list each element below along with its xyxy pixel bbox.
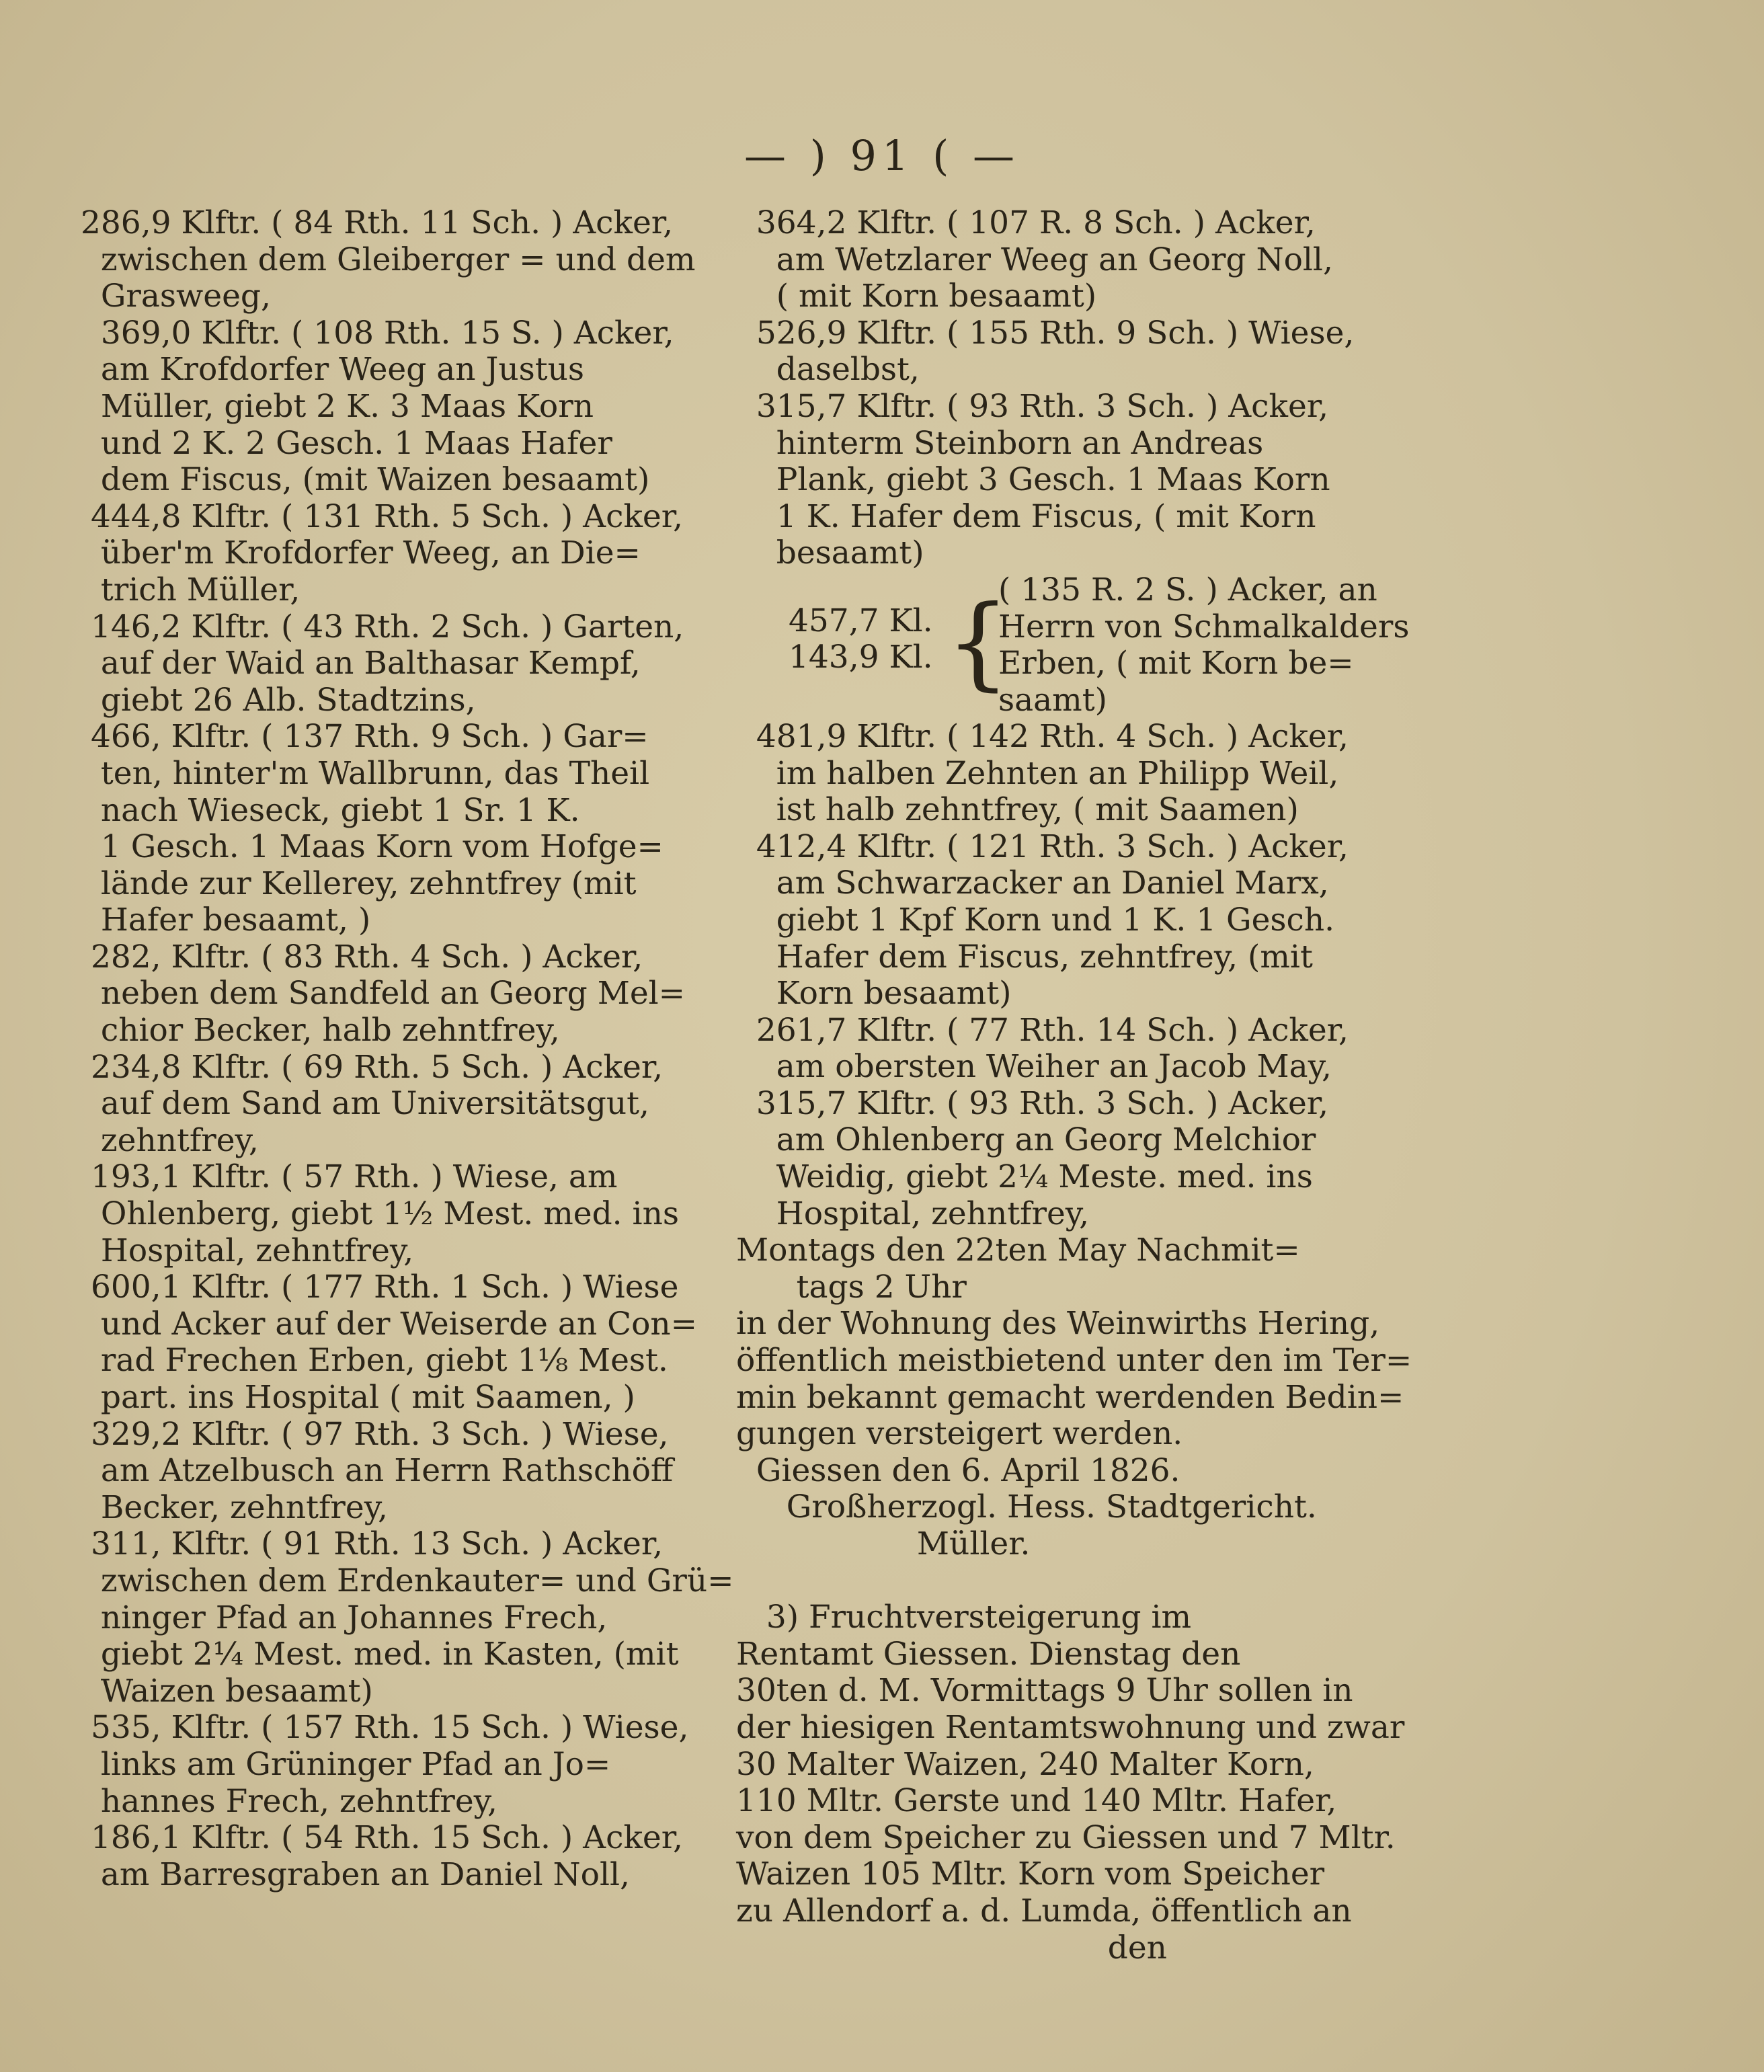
text-line: Montags den 22ten May Nachmit= xyxy=(736,1232,1300,1269)
text-line: Müller. xyxy=(736,1525,1031,1562)
text-line: hannes Frech, zehntfrey, xyxy=(81,1782,497,1820)
text-line: daselbst, xyxy=(736,351,920,389)
text-line: 329,2 Klftr. ( 97 Rth. 3 Sch. ) Wiese, xyxy=(81,1415,669,1453)
text-line: Plank, giebt 3 Gesch. 1 Maas Korn xyxy=(736,461,1330,499)
text-line: besaamt) xyxy=(736,534,924,572)
right-column-grain-auction xyxy=(736,1599,1422,1966)
brace-value-2: 143,9 Kl. xyxy=(789,638,933,676)
text-line: Hospital, zehntfrey, xyxy=(81,1232,414,1269)
text-line: 412,4 Klftr. ( 121 Rth. 3 Sch. ) Acker, xyxy=(736,828,1349,865)
text-line: am Atzelbusch an Herrn Rathschöff xyxy=(81,1452,674,1490)
text-line: ( mit Korn besaamt) xyxy=(736,278,1097,315)
text-line: 234,8 Klftr. ( 69 Rth. 5 Sch. ) Acker, xyxy=(81,1048,664,1086)
text-line: ninger Pfad an Johannes Frech, xyxy=(81,1599,608,1636)
text-line: gungen versteigert werden. xyxy=(736,1415,1183,1453)
text-line: 315,7 Klftr. ( 93 Rth. 3 Sch. ) Acker, xyxy=(736,387,1329,425)
text-line: Hafer dem Fiscus, zehntfrey, (mit xyxy=(736,938,1313,975)
text-line: Rentamt Giessen. Dienstag den xyxy=(736,1635,1241,1673)
text-line: 315,7 Klftr. ( 93 Rth. 3 Sch. ) Acker, xyxy=(736,1084,1329,1122)
text-line: am Wetzlarer Weeg an Georg Noll, xyxy=(736,241,1333,278)
text-line: öffentlich meistbietend unter den im Ter= xyxy=(736,1342,1412,1380)
text-line: lände zur Kellerey, zehntfrey (mit xyxy=(81,865,637,902)
text-line: Waizen 105 Mltr. Korn vom Speicher xyxy=(736,1856,1325,1893)
text-line: 30 Malter Waizen, 240 Malter Korn, xyxy=(736,1745,1314,1783)
text-line: Becker, zehntfrey, xyxy=(81,1488,388,1526)
text-line: 600,1 Klftr. ( 177 Rth. 1 Sch. ) Wiese xyxy=(81,1269,679,1306)
text-line: 369,0 Klftr. ( 108 Rth. 15 S. ) Acker, xyxy=(81,314,674,352)
text-line: hinterm Steinborn an Andreas xyxy=(736,424,1264,462)
text-line: am Barresgraben an Daniel Noll, xyxy=(81,1856,630,1893)
text-line: von dem Speicher zu Giessen und 7 Mltr. xyxy=(736,1819,1396,1856)
text-line: 282, Klftr. ( 83 Rth. 4 Sch. ) Acker, xyxy=(81,938,643,975)
text-line: 193,1 Klftr. ( 57 Rth. ) Wiese, am xyxy=(81,1158,618,1196)
brace-text-line: Erben, ( mit Korn be= xyxy=(998,645,1354,682)
left-column xyxy=(81,204,734,1893)
text-line: trich Müller, xyxy=(81,571,300,608)
text-line: rad Frechen Erben, giebt 1⅛ Mest. xyxy=(81,1342,668,1380)
text-line: Korn besaamt) xyxy=(736,975,1012,1012)
text-line: giebt 1 Kpf Korn und 1 K. 1 Gesch. xyxy=(736,901,1335,939)
section-spacer xyxy=(736,1563,1422,1600)
text-line: 526,9 Klftr. ( 155 Rth. 9 Sch. ) Wiese, xyxy=(736,314,1355,352)
text-line: part. ins Hospital ( mit Saamen, ) xyxy=(81,1379,635,1416)
text-line: tags 2 Uhr xyxy=(736,1268,967,1306)
text-line: Müller, giebt 2 K. 3 Maas Korn xyxy=(81,387,594,425)
text-line: 261,7 Klftr. ( 77 Rth. 14 Sch. ) Acker, xyxy=(736,1011,1349,1049)
text-line: den xyxy=(736,1929,1167,1966)
text-line: und Acker auf der Weiserde an Con= xyxy=(81,1305,698,1343)
text-line: und 2 K. 2 Gesch. 1 Maas Hafer xyxy=(81,424,612,462)
brace-text-line: Herrn von Schmalkalders xyxy=(998,608,1410,645)
brace-text-line: saamt) xyxy=(998,681,1107,719)
brace-text-line: ( 135 R. 2 S. ) Acker, an xyxy=(998,571,1377,608)
text-line: min bekannt gemacht werdenden Bedin= xyxy=(736,1378,1404,1416)
text-line: 535, Klftr. ( 157 Rth. 15 Sch. ) Wiese, xyxy=(81,1709,689,1747)
text-line: dem Fiscus, (mit Waizen besaamt) xyxy=(81,461,650,499)
text-line: giebt 26 Alb. Stadtzins, xyxy=(81,681,476,719)
text-line: nach Wieseck, giebt 1 Sr. 1 K. xyxy=(81,791,580,829)
text-line: am Schwarzacker an Daniel Marx, xyxy=(736,865,1329,902)
text-line: am obersten Weiher an Jacob May, xyxy=(736,1048,1332,1086)
text-line: 30ten d. M. Vormittags 9 Uhr sollen in xyxy=(736,1672,1353,1710)
curly-brace: { xyxy=(946,584,1010,701)
text-line: 146,2 Klftr. ( 43 Rth. 2 Sch. ) Garten, xyxy=(81,608,684,645)
right-column-listings xyxy=(736,205,1422,572)
text-line: 1 Gesch. 1 Maas Korn vom Hofge= xyxy=(81,828,664,866)
page-header: — ) 91 ( — xyxy=(744,131,1020,180)
text-line: auf der Waid an Balthasar Kempf, xyxy=(81,645,641,682)
text-line: Großherzogl. Hess. Stadtgericht. xyxy=(736,1488,1317,1526)
text-line: 186,1 Klftr. ( 54 Rth. 15 Sch. ) Acker, xyxy=(81,1819,683,1857)
text-line: zwischen dem Gleiberger = und dem xyxy=(81,241,696,278)
text-line: der hiesigen Rentamtswohnung und zwar xyxy=(736,1708,1405,1746)
text-line: über'm Krofdorfer Weeg, an Die= xyxy=(81,534,641,572)
text-line: Giessen den 6. April 1826. xyxy=(736,1451,1180,1489)
text-line: am Ohlenberg an Georg Melchior xyxy=(736,1121,1316,1159)
text-line: Hafer besaamt, ) xyxy=(81,902,371,939)
text-line: ist halb zehntfrey, ( mit Saamen) xyxy=(736,791,1299,829)
text-line: zwischen dem Erdenkauter= und Grü= xyxy=(81,1562,734,1599)
text-line: giebt 2¼ Mest. med. in Kasten, (mit xyxy=(81,1636,679,1673)
text-line: am Krofdorfer Weeg an Justus xyxy=(81,351,585,389)
text-line: Waizen besaamt) xyxy=(81,1672,373,1710)
text-line: ten, hinter'm Wallbrunn, das Theil xyxy=(81,754,650,792)
text-line: 3) Fruchtversteigerung im xyxy=(736,1599,1192,1636)
text-line: 444,8 Klftr. ( 131 Rth. 5 Sch. ) Acker, xyxy=(81,497,683,535)
text-line: Hospital, zehntfrey, xyxy=(736,1195,1090,1232)
text-line: Grasweeg, xyxy=(81,278,271,315)
brace-entry xyxy=(736,572,1422,719)
brace-value-1: 457,7 Kl. xyxy=(789,602,933,639)
right-column-auction-notice xyxy=(736,719,1422,1563)
text-line: 311, Klftr. ( 91 Rth. 13 Sch. ) Acker, xyxy=(81,1525,664,1563)
text-line: 286,9 Klftr. ( 84 Rth. 11 Sch. ) Acker, xyxy=(81,204,674,241)
text-line: 1 K. Hafer dem Fiscus, ( mit Korn xyxy=(736,497,1316,535)
text-line: neben dem Sandfeld an Georg Mel= xyxy=(81,975,686,1012)
text-line: chior Becker, halb zehntfrey, xyxy=(81,1012,560,1049)
text-line: in der Wohnung des Weinwirths Hering, xyxy=(736,1305,1380,1343)
right-column xyxy=(736,205,1422,1966)
text-line: 466, Klftr. ( 137 Rth. 9 Sch. ) Gar= xyxy=(81,718,649,756)
text-line: 364,2 Klftr. ( 107 R. 8 Sch. ) Acker, xyxy=(736,204,1316,241)
text-line: Weidig, giebt 2¼ Meste. med. ins xyxy=(736,1158,1313,1196)
text-line: auf dem Sand am Universitätsgut, xyxy=(81,1085,649,1123)
text-line: Ohlenberg, giebt 1½ Mest. med. ins xyxy=(81,1195,679,1233)
text-line: im halben Zehnten an Philipp Weil, xyxy=(736,754,1339,792)
text-line: 481,9 Klftr. ( 142 Rth. 4 Sch. ) Acker, xyxy=(736,717,1349,755)
text-line: 110 Mltr. Gerste und 140 Mltr. Hafer, xyxy=(736,1782,1337,1820)
text-line: links am Grüninger Pfad an Jo= xyxy=(81,1745,611,1783)
text-line: zu Allendorf a. d. Lumda, öffentlich an xyxy=(736,1892,1352,1929)
text-line: zehntfrey, xyxy=(81,1121,259,1159)
